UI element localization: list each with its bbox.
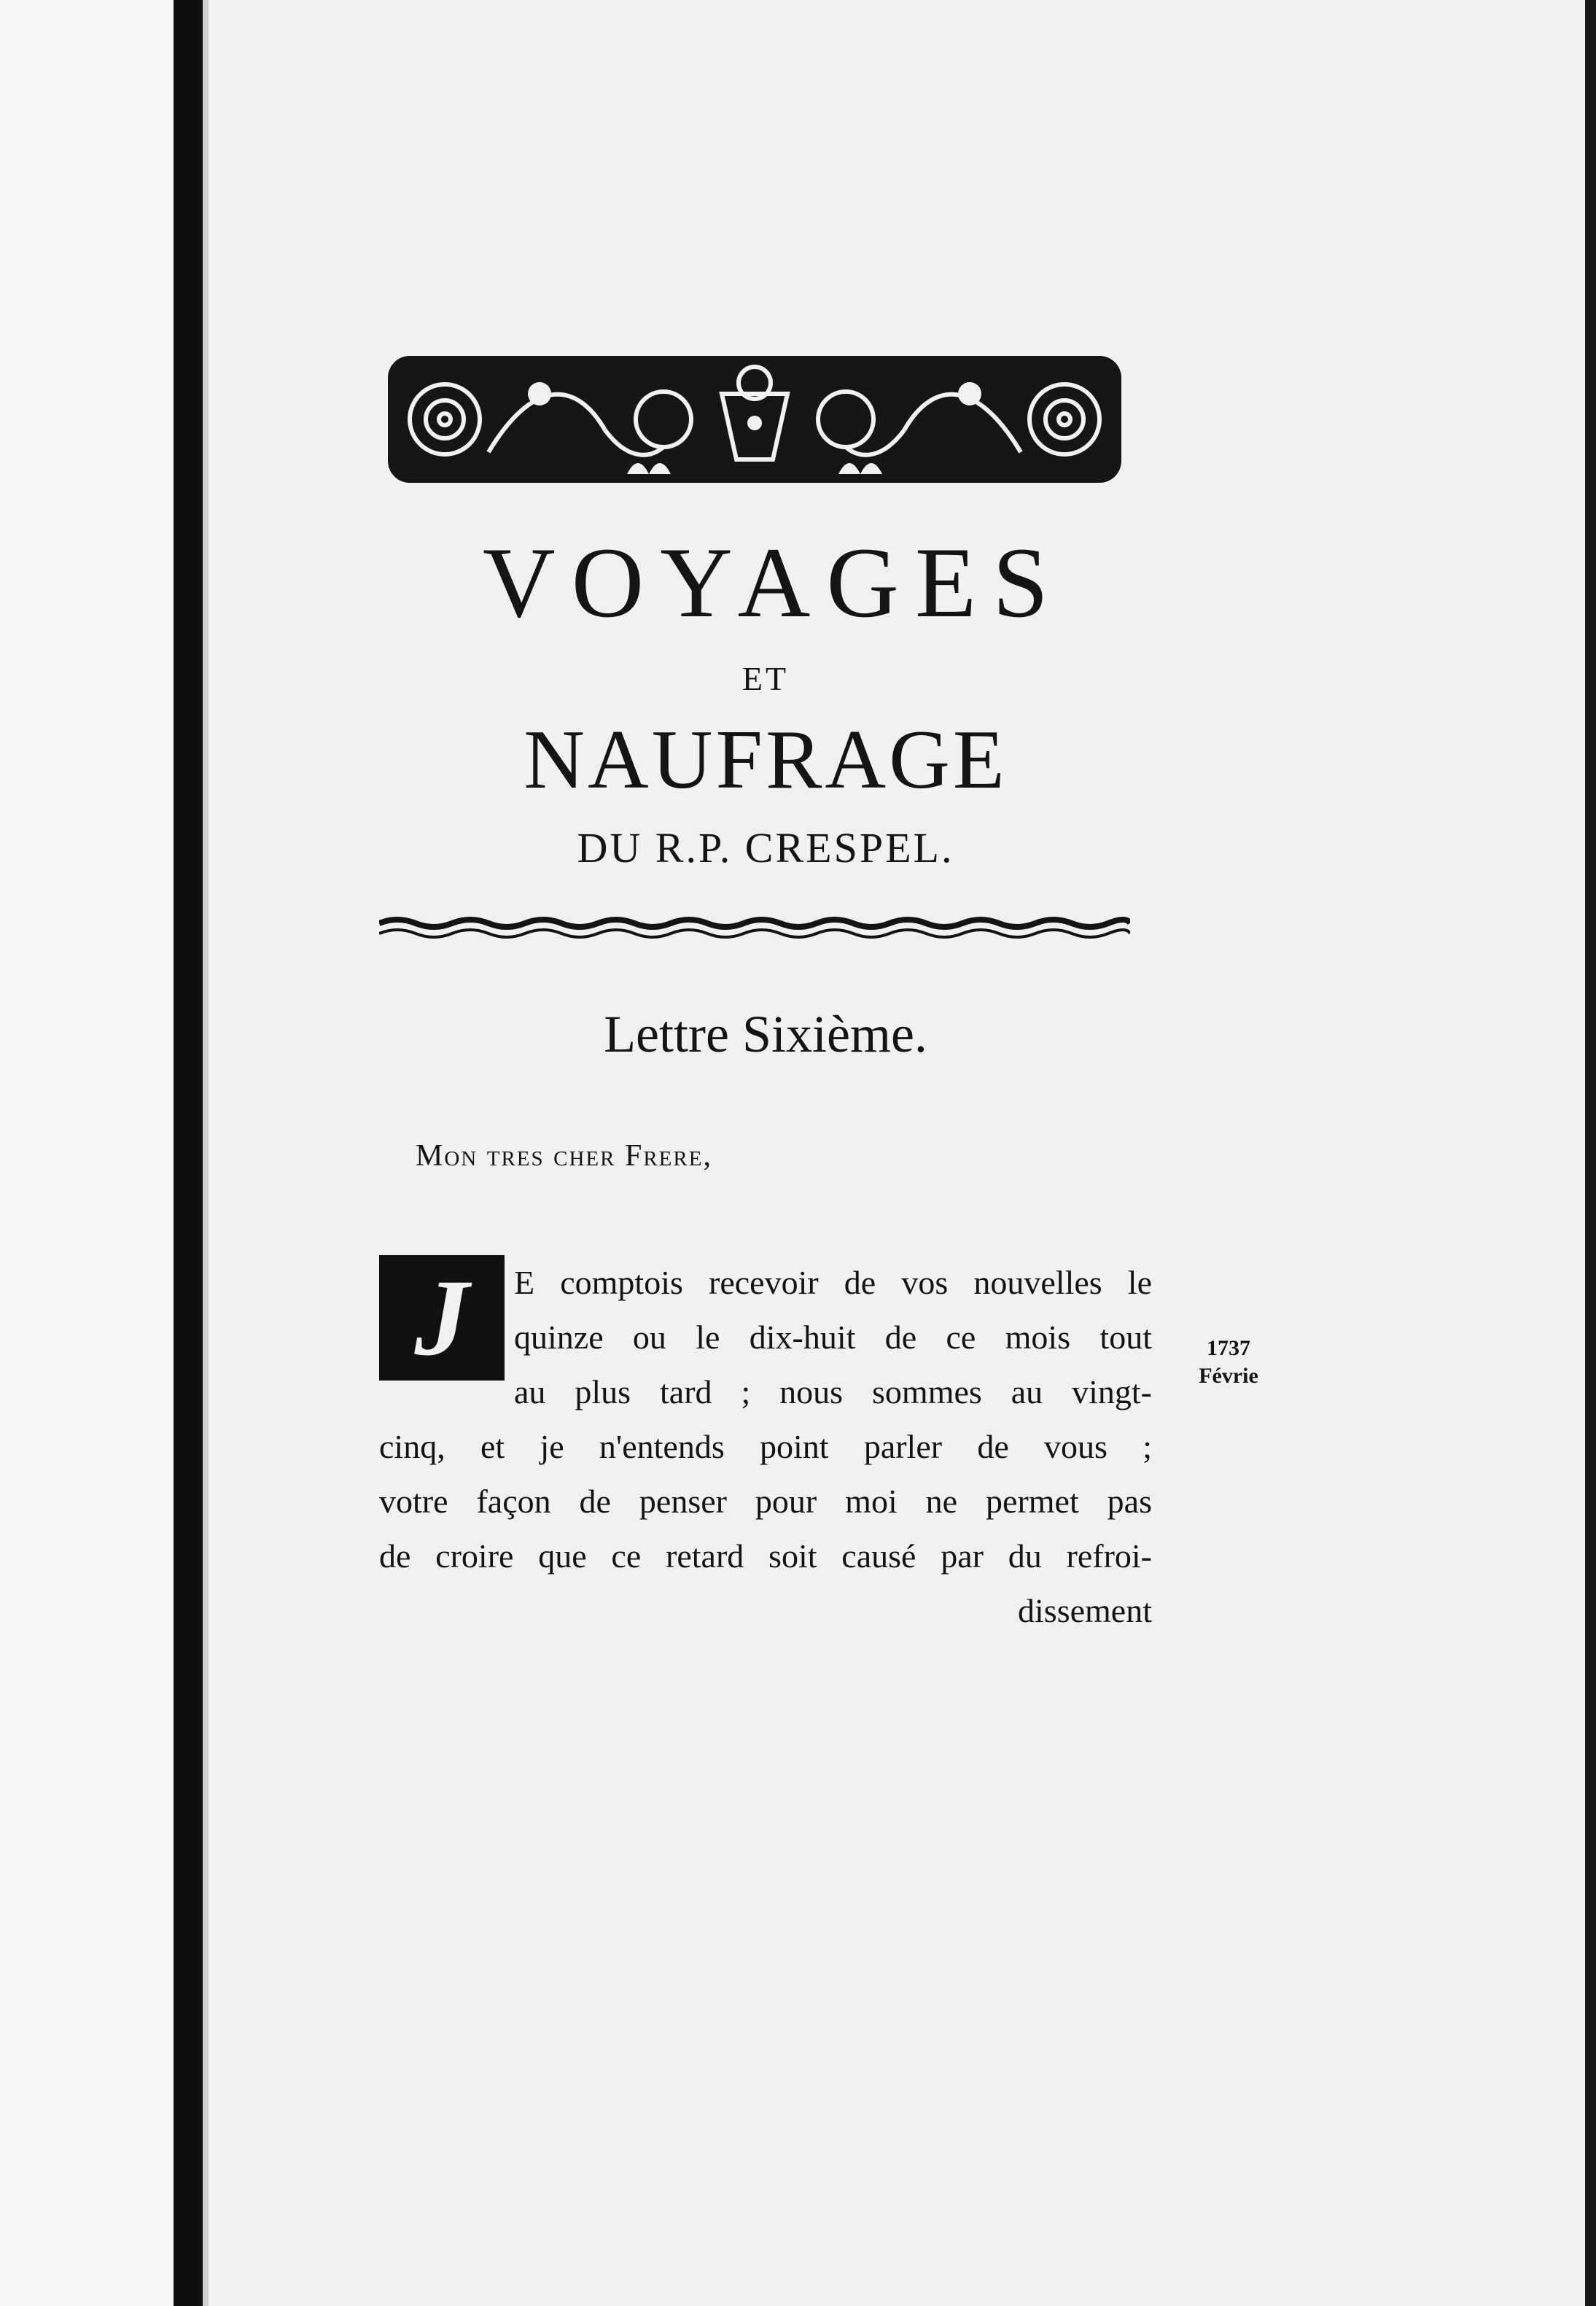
initial-letter: J [414,1257,470,1378]
wavy-rule-icon [379,913,1130,942]
left-page [0,0,174,2306]
body-line: dissement [1018,1592,1152,1629]
right-edge [1585,0,1596,2306]
body-line: E comptois recevoir de vos nouvelles le [514,1264,1152,1301]
letter-heading: Lettre Sixième. [604,1005,927,1063]
body-line: de croire que ce retard soit causé par du refroi- [379,1537,1152,1575]
decorated-initial-icon [379,1255,505,1381]
body-line: au plus tard ; nous sommes au vingt- [514,1373,1152,1410]
book-title: VOYAGES [482,527,1065,638]
letter-salutation: Mon tres cher Frere, [416,1139,712,1173]
book-subtitle: NAUFRAGE [523,713,1008,807]
body-line: votre façon de penser pour moi ne permet pas [379,1483,1152,1520]
body-line: cinq, et je n'entends point parler de vous ; [379,1428,1152,1465]
book-author: DU R.P. CRESPEL. [577,824,954,871]
margin-note-month: Févrie [1199,1364,1258,1388]
page-content [379,350,1152,1638]
book-gutter [174,0,203,2306]
floral-headpiece-ornament-icon [386,350,1123,489]
margin-date-note [1181,1335,1276,1390]
gutter-edge [203,0,209,2306]
body-line: quinze ou le dix-huit de ce mois tout [514,1319,1152,1356]
letter-body [379,1255,1152,1638]
margin-note-year: 1737 [1207,1336,1250,1360]
book-title-conjunction: ET [741,660,790,697]
